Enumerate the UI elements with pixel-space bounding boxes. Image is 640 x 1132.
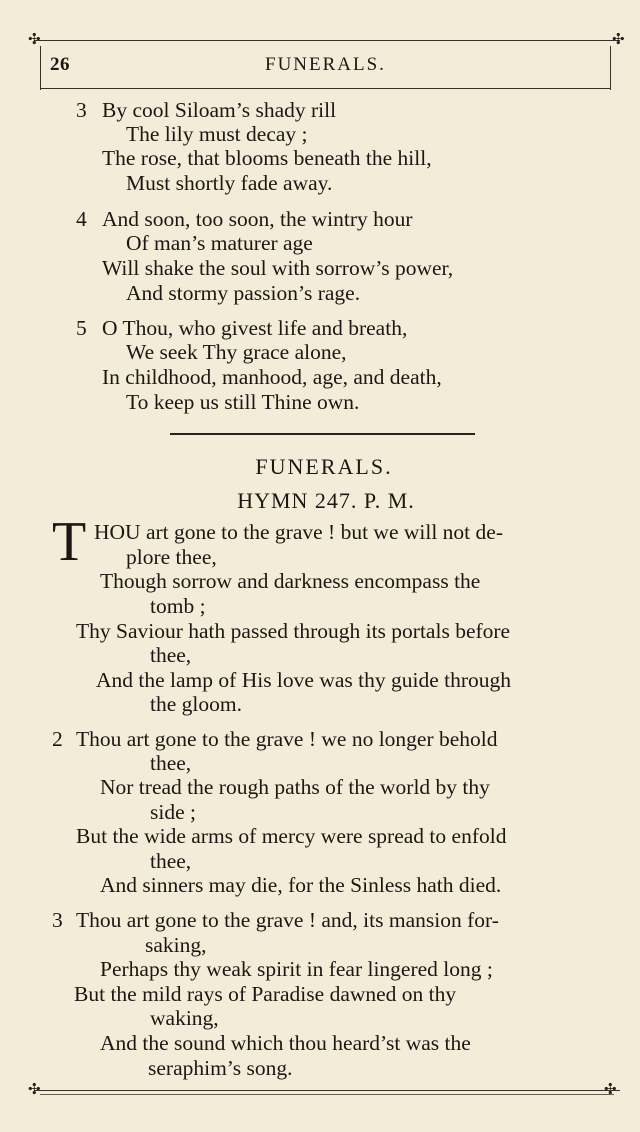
verse-line: plore thee,	[126, 545, 217, 569]
corner-ornament-icon: ✣	[28, 1082, 41, 1098]
verse-line: Thou art gone to the grave ! and, its mansion for-	[76, 908, 499, 932]
verse-line: Must shortly fade away.	[126, 171, 333, 195]
verse-line: And the lamp of His love was thy guide through	[96, 668, 512, 692]
corner-ornament-icon: ✣	[612, 32, 625, 48]
verse-line: We seek Thy grace alone,	[126, 340, 347, 364]
verse-line: Though sorrow and darkness encompass the	[100, 569, 481, 593]
verse-line: In childhood, manhood, age, and death,	[102, 365, 442, 389]
verse-line: Thou art gone to the grave ! we no longer behold	[76, 727, 498, 751]
section-title: FUNERALS.	[255, 454, 393, 479]
verse-line: And stormy passion’s rage.	[126, 281, 361, 305]
verse-line: thee,	[150, 849, 192, 873]
stanza-number: 5	[76, 316, 87, 340]
verse-line: side ;	[150, 800, 196, 824]
verse-line: And soon, too soon, the wintry hour	[102, 207, 413, 231]
verse-line: thee,	[150, 643, 192, 667]
page-number: 26	[50, 54, 70, 75]
verse-line: waking,	[150, 1006, 219, 1030]
corner-ornament-icon: ✣	[28, 32, 41, 48]
bottom-border-rule	[34, 1090, 620, 1091]
running-head: FUNERALS.	[265, 54, 386, 75]
top-border-rule	[34, 40, 620, 41]
section-divider	[170, 433, 475, 435]
corner-ornament-icon: ✣	[604, 1082, 617, 1098]
stanza-number: 2	[52, 727, 63, 751]
verse-line: thee,	[150, 751, 192, 775]
verse-line: And the sound which thou heard’st was the	[100, 1031, 471, 1055]
verse-line: seraphim’s song.	[148, 1056, 293, 1080]
header-rule	[40, 88, 610, 89]
page-header	[0, 54, 640, 82]
verse-line: But the mild rays of Paradise dawned on thy	[74, 982, 457, 1006]
verse-line: HOU art gone to the grave ! but we will not de-	[94, 520, 503, 544]
verse-line: Thy Saviour hath passed through its portals before	[76, 619, 511, 643]
verse-line: But the wide arms of mercy were spread to enfold	[76, 824, 507, 848]
verse-line: tomb ;	[150, 594, 206, 618]
verse-line: Nor tread the rough paths of the world by thy	[100, 775, 490, 799]
verse-line: the gloom.	[150, 692, 242, 716]
stanza-number: 4	[76, 207, 87, 231]
drop-cap: T	[52, 511, 87, 573]
stanza-number: 3	[76, 98, 87, 122]
verse-line: Of man’s maturer age	[126, 231, 313, 255]
verse-line: To keep us still Thine own.	[126, 390, 360, 414]
stanza-number: 3	[52, 908, 63, 932]
verse-line: Will shake the soul with sorrow’s power,	[102, 256, 454, 280]
bottom-border-rule-inner	[40, 1094, 614, 1095]
verse-line: The rose, that blooms beneath the hill,	[102, 146, 432, 170]
hymn-title: HYMN 247. P. M.	[237, 488, 415, 513]
verse-line: O Thou, who givest life and breath,	[102, 316, 408, 340]
verse-line: saking,	[145, 933, 207, 957]
verse-line: By cool Siloam’s shady rill	[102, 98, 337, 122]
verse-line: The lily must decay ;	[126, 122, 308, 146]
verse-line: Perhaps thy weak spirit in fear lingered long ;	[100, 957, 493, 981]
verse-line: And sinners may die, for the Sinless hath died.	[100, 873, 502, 897]
